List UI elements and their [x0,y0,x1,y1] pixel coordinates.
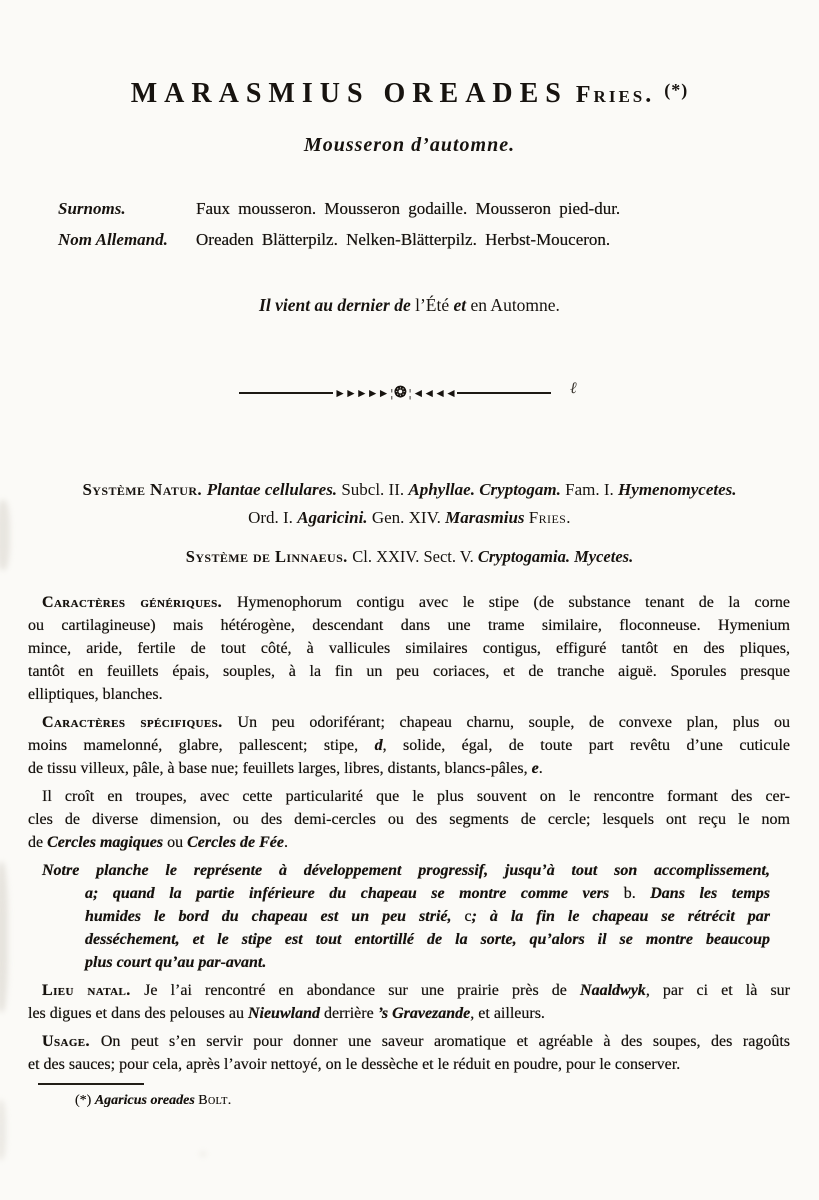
text-line [28,711,790,734]
text-line [28,614,790,637]
text-line [28,831,790,854]
text-run: Cryptogam. [479,480,566,499]
text-run: et [453,295,467,315]
text-run: Caractères génériques. [42,594,237,611]
text-run: , solide, égal, de toute part revêtu d’une cuticule [382,737,790,754]
text-run: Marasmius [445,508,529,527]
text-run: ’s Gravezande [377,1005,471,1022]
text-line [85,882,770,905]
paragraph [28,591,790,706]
text-run: e [531,760,539,777]
text-line [28,808,790,831]
text-line [28,637,790,660]
text-line [85,951,770,974]
text-run: Cryptogamia. [477,547,575,566]
text-run: . [538,760,543,777]
text-run: Un peu odoriférant; chapeau charnu, souple, de convexe plan, plus ou [237,714,790,731]
row-value: Oreaden Blätterpilz. Nelken-Blätterpilz. Herbst-Mouceron. [196,230,611,249]
text-run: elliptiques, blanches. [28,686,163,703]
paragraph [28,859,790,974]
text-run: desséchement, et le stipe est tout entortillé de la sorte, qu’alors il se montre beaucoup [85,931,770,948]
text-run: Lieu natal. [42,982,145,999]
taxonomy-natural-system-line2 [0,508,819,528]
text-run: en Automne. [466,295,560,315]
text-run: moins mamelonné, glabre, pallescent; stipe, [28,737,375,754]
text-run: ou cartilagineuse) mais hétérogène, descendant dans une trame similaire, floconneuse. Hymenium [28,617,790,634]
text-line [28,660,790,683]
text-run: l’Été [415,295,454,315]
text-run: Notre planche le représente à développement progressif, jusqu’à tout son accomplissement, [42,862,770,879]
text-line [28,683,790,706]
footnote-text [75,1093,232,1109]
text-run: Je l’ai rencontré en abondance sur une prairie près de [144,982,581,999]
text-run: Cercles magiques [47,834,164,851]
text-line [85,905,770,928]
text-run: Plantae cellulares. [206,480,342,499]
text-run: b. [623,885,636,902]
page-title [0,78,819,110]
text-run: Cl. XXIV. Sect. V. [352,547,478,566]
text-run: Usage. [42,1033,101,1050]
text-run: Fam. I. [565,480,619,499]
text-run: Système de Linnaeus. [185,547,353,566]
table-row [58,199,774,230]
paragraph [28,1030,790,1076]
body-text [28,591,790,1076]
text-run: Ord. I. [248,508,298,527]
text-run: et des sauces; pour cela, après l’avoir nettoyé, on le dessèche et le réduit en poudre, pour le conserver. [28,1056,681,1073]
species-name: MARASMIUS OREADES [130,78,568,109]
text-run: Dans les temps [635,885,771,902]
row-label: Surnoms. [58,199,126,218]
text-line [28,757,790,780]
text-run: cles de diverse dimension, ou des demi-cercles ou des segments de cercle; lesquels ont reçu le nom [28,811,790,828]
text-line [28,979,790,1002]
text-run: c [464,908,472,925]
text-run: Il croît en troupes, avec cette particularité que le plus souvent on le rencontre formant des cer- [42,788,790,805]
text-line [28,591,790,614]
text-line [28,1030,790,1053]
footnote-marker: (*) [664,80,689,100]
text-run: Bolt. [198,1093,232,1108]
divider-arrows-left: ►►►►► [334,386,389,400]
text-run: les digues et dans des pelouses au [28,1005,248,1022]
text-run: . [283,834,288,851]
text-run: tantôt en feuillets épais, souples, à la fin un peu coriaces, et de tranche aiguë. Sporules presque [28,663,790,680]
text-line [85,928,770,951]
text-run: Il vient au dernier de [259,295,416,315]
text-run: Caractères spécifiques. [42,714,238,731]
text-run: mince, aride, fertile de tout côté, à vallicules similaires contigus, effiguré tantôt en des pliques, [28,640,790,657]
divider-rosette-icon: ❂ [394,385,407,401]
text-run: Gen. XIV. [371,508,446,527]
text-run: Cercles de Fée [187,834,284,851]
text-run: humides le bord du chapeau est un peu strié, [85,908,465,925]
text-run: d [374,737,383,754]
scan-bleedthrough-mark [0,1100,6,1160]
footnote-rule [38,1083,144,1085]
author-abbreviation: Fries. [575,82,655,108]
text-run: de [28,834,48,851]
divider-rule-left [239,392,333,394]
scan-speck [200,1152,206,1156]
decorative-divider [0,386,790,400]
text-run: Hymenophorum contigu avec le stipe (de substance tenant de la corne [237,594,790,611]
divider-arrows-right: ◄◄◄◄ [412,386,456,400]
text-run: Agaricini. [297,508,372,527]
text-run: Subcl. II. [341,480,409,499]
text-run: de tissu villeux, pâle, à base nue; feuillets larges, libres, distants, blancs-pâles, [28,760,532,777]
row-value: Faux mousseron. Mousseron godaille. Mousseron pied-dur. [196,199,621,218]
text-run: Aphyllae. [408,480,480,499]
text-run: ou [163,834,188,851]
text-run: Fries. [528,508,571,527]
text-run: Mycetes. [574,547,634,566]
paragraph [28,711,790,780]
scan-bleedthrough-mark [0,500,10,570]
text-run: Hymenomycetes. [618,480,737,499]
text-line [28,785,790,808]
paragraph [28,785,790,854]
text-run: plus court qu’au par-avant. [85,954,267,971]
text-run: Système Natur. [82,480,207,499]
divider-bracket-right: ¦ [408,386,411,400]
text-run: On peut s’en servir pour donner une saveur aromatique et agréable à des soupes, des ragoûts [100,1033,790,1050]
text-run: Agaricus oreades [94,1093,199,1108]
stray-ink-mark: ℓ [570,380,577,397]
divider-rule-right [457,392,551,394]
text-run: , et ailleurs. [470,1005,545,1022]
text-line [28,734,790,757]
french-common-name: Mousseron d’automne. [303,134,516,156]
paragraph [28,979,790,1025]
season-line [0,295,819,316]
taxonomy-linnaeus-line [0,547,819,567]
taxonomy-natural-system-line1 [0,480,819,500]
text-line [28,1053,790,1076]
vernacular-names-table [58,199,774,261]
text-line [42,859,770,882]
text-run: a; quand la partie inférieure du chapeau se montre comme vers [85,885,624,902]
table-row [58,230,774,261]
scan-bleedthrough-mark [0,862,8,1012]
text-run: Naaldwyk [580,982,646,999]
divider-bracket-left: ¦ [390,386,393,400]
text-run: Nieuwland [247,1005,320,1022]
text-run: , par ci et là sur [645,982,791,999]
text-run: ; à la fin le chapeau se rétrécit par [471,908,771,925]
text-run: (*) [75,1093,95,1108]
text-run: derrière [319,1005,378,1022]
row-label: Nom Allemand. [58,230,168,249]
text-line [28,1002,790,1025]
